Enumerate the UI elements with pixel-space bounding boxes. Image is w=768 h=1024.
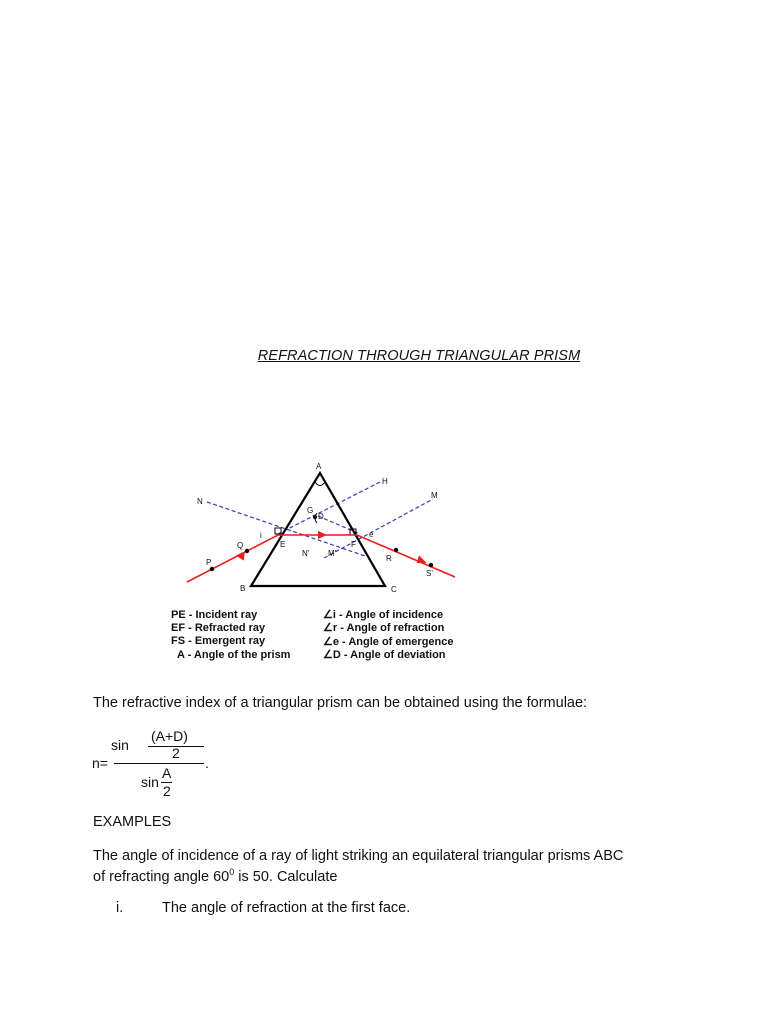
point-s-dot xyxy=(429,563,433,567)
degree-superscript: 0 xyxy=(229,867,235,877)
formula-sin-top: sin xyxy=(111,737,129,753)
list-item-text: The angle of refraction at the first face. xyxy=(162,900,411,916)
formula-top-denominator: 2 xyxy=(172,745,180,761)
legend-angle-emergence: ∠e - Angle of emergence xyxy=(323,636,454,648)
problem-line-2-pre: of refracting angle 60 xyxy=(93,868,230,885)
deviation-dot xyxy=(313,515,317,519)
formula-sin-bottom: sin xyxy=(141,774,159,790)
prism-diagram xyxy=(165,458,465,668)
page-title: REFRACTION THROUGH TRIANGULAR PRISM xyxy=(257,348,581,364)
point-r-dot xyxy=(394,548,398,552)
label-i: i xyxy=(260,531,262,540)
formula-main-fraction-bar xyxy=(114,763,204,764)
legend-angle-deviation: ∠D - Angle of deviation xyxy=(323,649,446,661)
legend-refracted: EF - Refracted ray xyxy=(171,622,266,634)
label-f: F xyxy=(351,540,356,549)
point-p-dot xyxy=(210,567,214,571)
legend-incident: PE - Incident ray xyxy=(171,609,258,621)
label-h: H xyxy=(382,477,388,486)
formula-bottom-denominator: 2 xyxy=(163,783,171,799)
label-s: S' xyxy=(426,569,433,578)
label-g: G xyxy=(307,506,314,515)
ray-path xyxy=(187,535,455,582)
problem-line-2-post: is 50. Calculate xyxy=(234,868,338,885)
label-q: Q xyxy=(237,541,244,550)
label-e: E xyxy=(280,540,286,549)
label-m-prime: M' xyxy=(328,549,337,558)
apex-angle-arc xyxy=(315,482,325,486)
label-c: C xyxy=(391,585,397,594)
label-n-prime: N' xyxy=(302,549,310,558)
label-r: R xyxy=(386,554,392,563)
label-m: M xyxy=(431,491,438,500)
legend-emergent: FS - Emergent ray xyxy=(171,635,266,647)
ray-arrow-refracted xyxy=(318,531,327,539)
prism-triangle xyxy=(251,473,385,586)
intro-paragraph: The refractive index of a triangular prism can be obtained using the formulae: xyxy=(93,695,588,711)
problem-line-1: The angle of incidence of a ray of light striking an equilateral triangular prisms ABC xyxy=(93,848,624,864)
formula-top-numerator: (A+D) xyxy=(151,728,188,744)
formula-bottom-numerator: A xyxy=(162,765,172,781)
legend-angle-refraction: ∠r - Angle of refraction xyxy=(323,622,445,634)
formula-period: . xyxy=(205,755,209,771)
legend-angle-incidence: ∠i - Angle of incidence xyxy=(323,609,444,621)
legend-prism-angle: A - Angle of the prism xyxy=(177,649,291,661)
list-item-marker: i. xyxy=(116,900,124,916)
examples-heading: EXAMPLES xyxy=(93,814,172,830)
label-e-angle: e xyxy=(369,530,374,539)
problem-line-2 xyxy=(93,868,337,884)
label-d: D xyxy=(318,512,324,521)
label-p: P xyxy=(206,558,212,567)
point-q-dot xyxy=(245,549,249,553)
formula-lhs: n= xyxy=(92,755,108,771)
label-n: N xyxy=(197,497,203,506)
label-a: A xyxy=(316,462,322,471)
label-b: B xyxy=(240,584,246,593)
